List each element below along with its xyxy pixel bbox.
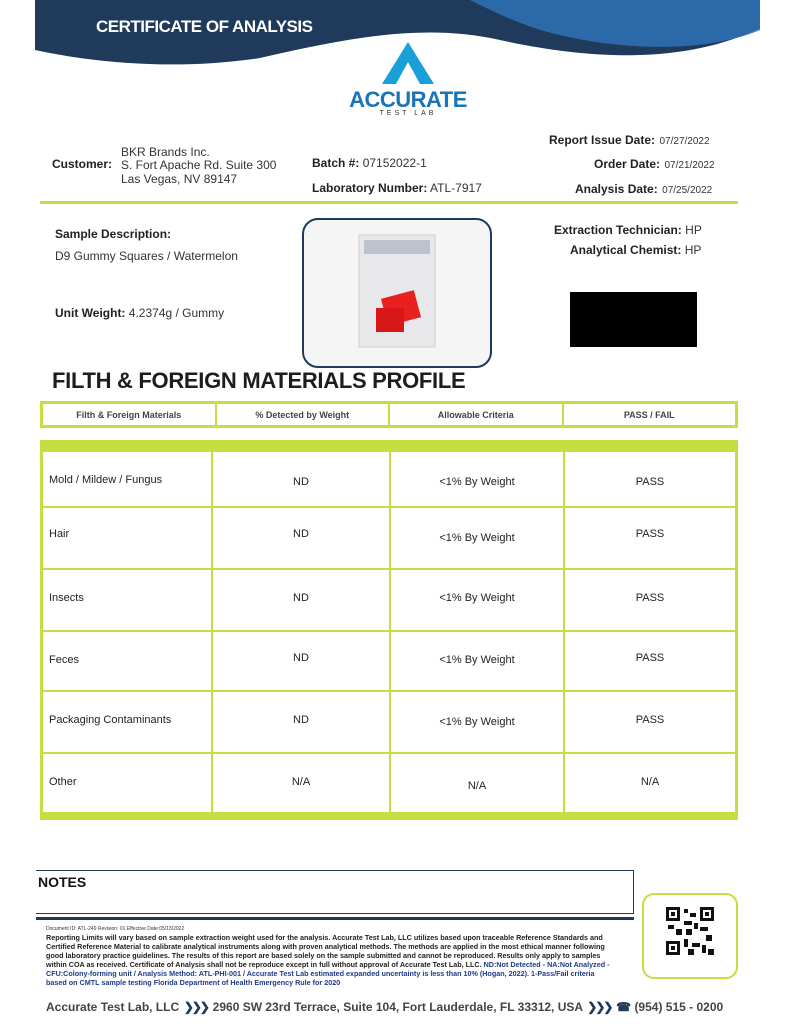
material-cell: Mold / Mildew / Fungus: [43, 452, 213, 506]
detected-cell: ND: [213, 632, 391, 690]
detected-cell: ND: [213, 570, 391, 630]
report-issue-date-label: Report Issue Date:: [549, 133, 656, 147]
customer-label: Customer:: [52, 157, 113, 171]
order-date-label: Order Date:: [594, 157, 661, 171]
detected-cell: ND: [213, 508, 391, 568]
table-header: [40, 401, 738, 428]
unit-weight: [55, 306, 224, 320]
table-row: [43, 692, 735, 754]
lab-number: [312, 181, 482, 195]
customer-address-1: S. Fort Apache Rd. Suite 300: [121, 158, 277, 172]
table-row: [43, 754, 735, 812]
customer-name: BKR Brands Inc.: [121, 145, 210, 159]
pass-fail-cell: PASS: [635, 528, 665, 540]
qr-code-frame[interactable]: [642, 893, 738, 979]
table-header-cell: PASS / FAIL: [623, 409, 675, 420]
report-issue-date-value: 07/27/2022: [659, 136, 710, 147]
table-header-cell: % Detected by Weight: [217, 404, 391, 425]
detected-cell: ND: [213, 452, 391, 506]
order-date-value: 07/21/2022: [664, 160, 715, 171]
table-header-cell: Filth & Foreign Materials: [43, 404, 217, 425]
sample-photo: [302, 218, 492, 368]
notes-label: NOTES: [38, 874, 87, 890]
chevrons-icon: ❯❯❯: [182, 1000, 210, 1014]
lab-number-label: Laboratory Number:: [312, 181, 428, 195]
extraction-technician-value: HP: [685, 223, 702, 237]
criteria-cell: <1% By Weight: [391, 508, 565, 568]
extraction-technician-label: Extraction Technician:: [554, 223, 682, 237]
analysis-date: [575, 180, 712, 198]
material-cell: Hair: [43, 508, 213, 568]
logo-text: ACCURATE: [349, 87, 467, 112]
analysis-date-label: Analysis Date:: [575, 182, 658, 196]
section-title: FILTH & FOREIGN MATERIALS PROFILE: [52, 368, 466, 393]
pass-fail-cell: PASS: [635, 592, 665, 604]
footer-contact: [46, 1000, 723, 1014]
company-phone[interactable]: (954) 515 - 0200: [634, 1000, 724, 1014]
analysis-date-value: 07/25/2022: [662, 185, 713, 196]
results-table: [40, 440, 738, 820]
document-id: Document ID: ATL-249 Revision: 01 Effective Date:05/13/2022: [46, 926, 185, 932]
footer-divider: [36, 917, 634, 920]
material-cell: Other: [43, 754, 213, 812]
phone-icon: ☎: [616, 1000, 632, 1014]
company-address: 2960 SW 23rd Terrace, Suite 104, Fort Lauderdale, FL 33312, USA: [212, 1000, 583, 1014]
redacted-signature: [570, 292, 697, 347]
order-date: [594, 155, 715, 173]
table-row: [43, 452, 735, 508]
analytical-chemist: [570, 243, 701, 257]
chevrons-icon: ❯❯❯: [585, 1000, 613, 1014]
table-row: [43, 632, 735, 692]
pass-fail-cell: PASS: [635, 476, 665, 488]
divider: [40, 201, 738, 204]
disclaimer: [46, 934, 616, 987]
analytical-chemist-value: HP: [684, 243, 702, 257]
customer-address-2: Las Vegas, NV 89147: [121, 172, 238, 186]
pass-fail-cell: PASS: [635, 652, 665, 664]
sample-description-value: D9 Gummy Squares / Watermelon: [55, 249, 238, 263]
pass-fail-cell: N/A: [640, 776, 660, 788]
analytical-chemist-label: Analytical Chemist:: [570, 243, 682, 257]
table-row: [43, 508, 735, 570]
lab-number-value: ATL-7917: [430, 181, 482, 195]
criteria-cell: <1% By Weight: [391, 570, 565, 630]
document-title: CERTIFICATE OF ANALYSIS: [96, 17, 313, 36]
report-issue-date: [549, 131, 710, 149]
sample-image: [304, 220, 486, 362]
pass-fail-cell: PASS: [635, 714, 665, 726]
logo-subtext: TEST LAB: [379, 110, 437, 117]
detected-cell: ND: [213, 692, 391, 752]
batch-value: 07152022-1: [362, 156, 427, 170]
criteria-cell: <1% By Weight: [391, 452, 565, 506]
criteria-cell: N/A: [391, 754, 565, 812]
company-name: Accurate Test Lab, LLC: [46, 1000, 180, 1014]
qr-code-icon[interactable]: [644, 895, 736, 977]
sample-description-label: Sample Description:: [55, 227, 172, 241]
disclaimer-legend: ND:Not Detected - NA:Not Analyzed - CFU:Colony-forming unit / Analysis Method: ATL-PHI-001 / Accurate Test Lab estimated expanded uncertainty is less than 10% (Hogan, 2022). 1-Pass/Fail criteria based on CMTL sample testing Florida Department of Health Emergency Rule for 2020: [46, 959, 610, 987]
unit-weight-label: Unit Weight:: [55, 306, 126, 320]
table-header-cell: Allowable Criteria: [390, 404, 564, 425]
material-cell: Insects: [43, 570, 213, 630]
notes-box: [36, 870, 634, 914]
detected-cell: N/A: [213, 754, 391, 812]
criteria-cell: <1% By Weight: [391, 692, 565, 752]
material-cell: Feces: [43, 632, 213, 690]
material-cell: Packaging Contaminants: [43, 692, 213, 752]
disclaimer-text: Reporting Limits will vary based on sample extraction weight used for the analysis. Accurate Test Lab, LLC utilizes based upon traceable Reference Standards and Certified Reference Material to calibrate analytical instruments along with proven analytical methods. The methods are applied in the most ethical manner following good laboratory practice guidelines. The results of this report are based solely on the sample submitted and cannot be reproduced. Results only apply to samples within COA as received. Certificate of Analysis shall not be reproduce except in full without approval of Accurate Test Lab, LLC.: [46, 933, 605, 969]
logo-triangle-icon: [380, 40, 436, 86]
batch-label: Batch #:: [312, 156, 360, 170]
unit-weight-value: 4.2374g / Gummy: [128, 306, 225, 320]
extraction-technician: [554, 223, 702, 237]
criteria-cell: <1% By Weight: [391, 632, 565, 690]
table-row: [43, 570, 735, 632]
batch-number: [312, 156, 427, 170]
